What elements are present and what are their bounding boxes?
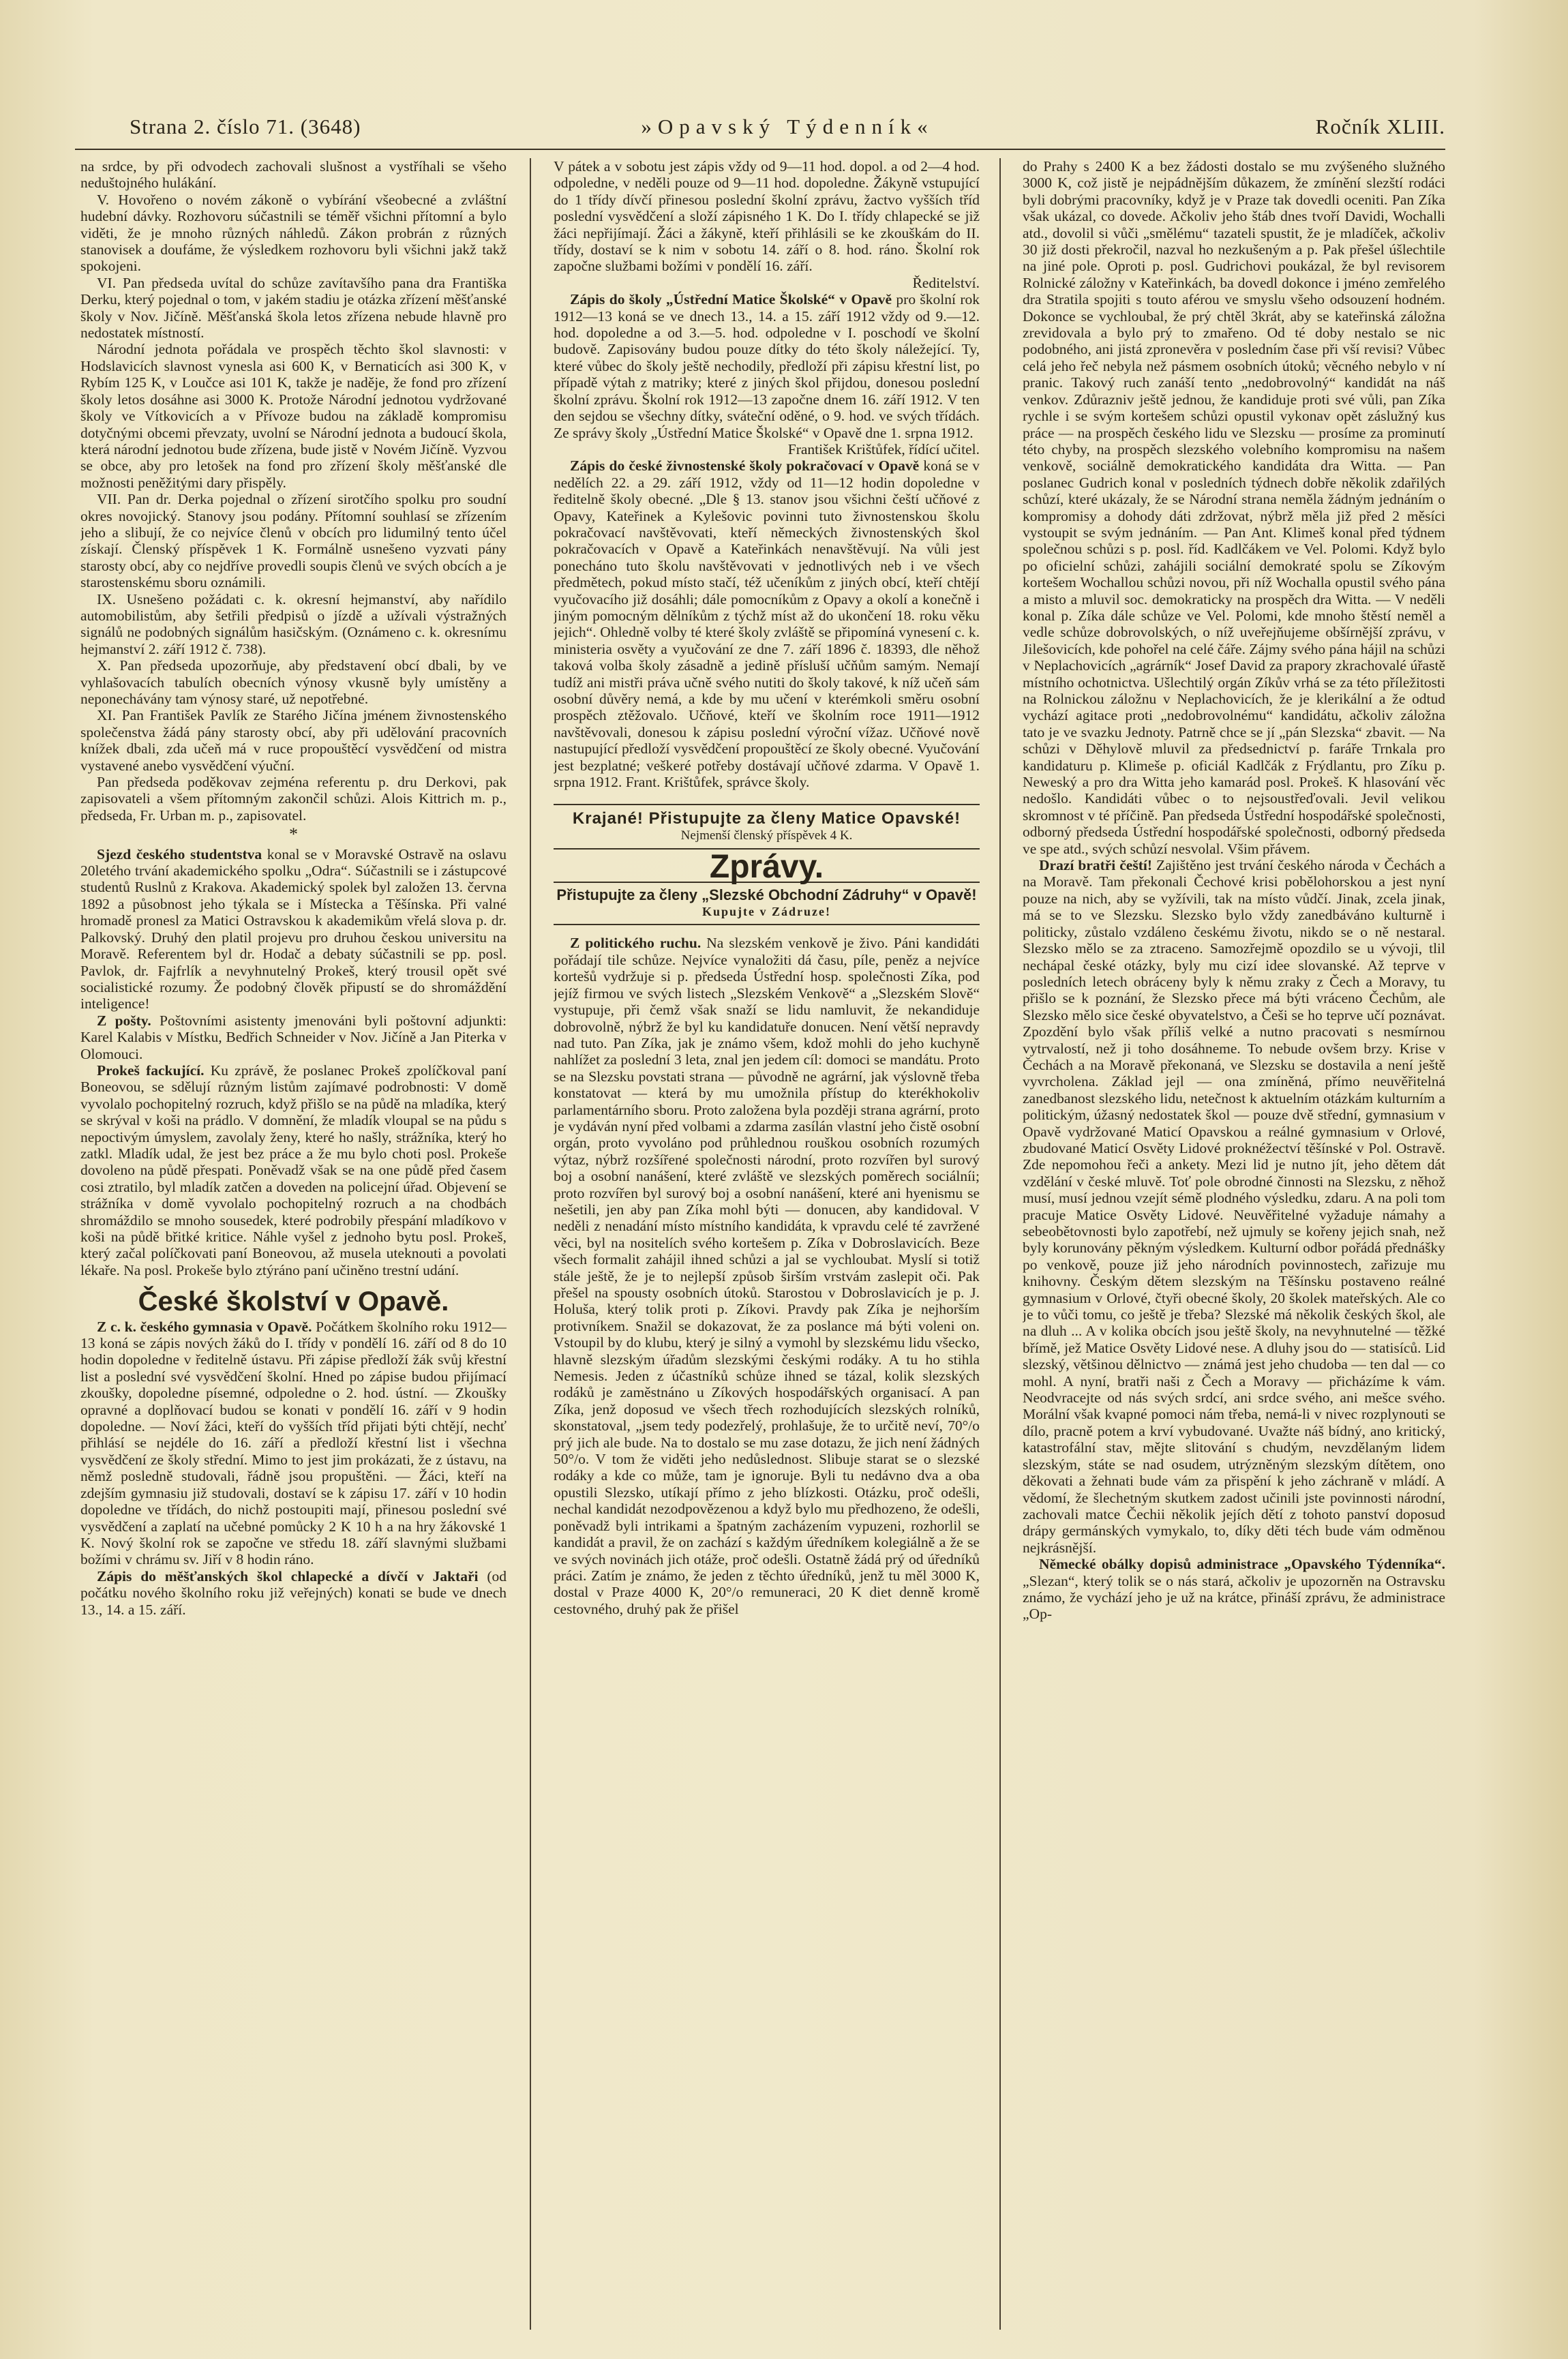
separator-star: *	[289, 824, 298, 845]
section-heading-zpravy: Zprávy.	[709, 849, 824, 886]
newspaper-title: »Opavský Týdenník«	[641, 115, 934, 138]
news-item	[80, 1062, 507, 1278]
news-item	[80, 1012, 507, 1062]
news-item-title: Prokeš fackující.	[97, 1062, 205, 1079]
news-item	[554, 457, 980, 790]
news-item	[80, 1319, 507, 1568]
notice-subtext: Kupujte v Zádruze!	[702, 905, 831, 919]
news-item-body: Ku zprávě, že poslanec Prokeš zpolíčkoval paní Boneovou, se sdělují různým listům zajímavé podrobnosti: V domě vyvolalo pochopitelný rozruch, když přišlo se na půdě na mladíka, který se skrýval v koši na prádlo. V domnění, že mladík vloupal se na půdu s nepoctivým úmyslem, zavolaly ženy, které ho našly, strážníka, který ho zatkl. Mladík udal, že jest bez práce a že mu bylo choti posl. Prokeše dovoleno na půdě přespati. Poněvadž však se na one půdě před časem cosi ztratilo, byl mladík zatčen a doveden na policejní úřad. Objevení se strážníka v domě vyvolalo pochopitelný rozruch a na chodbách shromáždilo se mnoho sousedek, které podrobily přespání mladíkovo v koši na půdě břitké kritice. Náhle vyšel z jednoho bytu posl. Prokeš, který začal políčkovati paní Boneovou, až musela uteknouti a povolati lékaře. Na posl. Prokeše bylo ztýráno paní učiněno trestní udání.	[80, 1062, 507, 1278]
section-heading: České školství v Opavě.	[138, 1287, 449, 1317]
news-item-title: Zápis do školy „Ústřední Matice Školské“ v Opavě	[570, 291, 892, 308]
notice-heading: Přistupujte za členy „Slezské Obchodní Zádruhy“ v Opavě!	[556, 886, 977, 903]
zadruha-notice	[554, 882, 980, 926]
news-item	[554, 935, 980, 1617]
paragraph: X. Pan předseda upozorňuje, aby představení obcí dbali, by ve vyhlašovacích tabulích obecních výnosy vkusně byly umístěny a neponechávány tam výnosy staré, už nepotřebné.	[80, 657, 507, 707]
news-item-title: Z pošty.	[97, 1012, 151, 1029]
news-item-body: pro školní rok 1912—13 koná se ve dnech 13., 14. a 15. září 1912 vždy od 9.—12. hod. dopoledne a od 3.—5. hod. odpoledne v I. poschodí ve školní budově. Zapisovány budou pouze dítky do této školy náležející. Ty, které vůbec do školy ještě nechodily, předloží při zápisu křestní list, po případě výtah z matriky; které z jiných škol přijdou, donesou poslední školní zprávu. Školní rok 1912—13 započne dnem 16. září 1912. V ten den sejdou se všechny dítky, sváteční oděné, o 9. hod. ve svých třídách. Ze správy školy „Ústřední Matice Školské“ v Opavě dne 1. srpna 1912.	[554, 291, 980, 441]
signature: Ředitelství.	[912, 274, 980, 291]
masthead	[130, 115, 1445, 142]
matice-banner	[554, 804, 980, 850]
news-item-body: Zajištěno jest trvání českého národa v Čechách a na Moravě. Tam překonali Čechové krisi pobělohorskou a jest nyní pouze na nich, aby se vyžívili, tak na místo vůdčí. Jinak, zcela jinak, má se to ve Slezsku. Slezsko bylo vždy zanedbáváno kulturně i politicky, zůstalo vzdáleno českému životu, nikdo se o ně nestaral. Slezsko mělo se za ztraceno. Samozřejmě opozdilo se u vývoji, tlil nechápal české otázky, byly mu cizí idee slovanské. Až teprve v posledních letech obráceny byly k němu zraky z Čech a Moravy, tu přišlo se k poznání, že Slezsko přece má býti vráceno Čechům, ale Slezsko mělo sice české obyvatelstvo, a Češi se ho teprve učí poznávat. Zpozdění bylo však příliš velké a nutno pracovati s nesmírnou vytrvalostí, než ji toho dosáhneme. To nebude ovšem brzy. Krise v Čechách a na Moravě překonaná, ve Slezsku se dostavila a není ještě vyvrcholena. Základ jejl — ona zmíněná, přímo neuvěřitelná zanedbanost slezského lidu, netečnost k aktuelním otázkám kulturním a politickým, úžasný nedostatek škol — pouze dvě střední, gymnasium v Opavě vydržované Maticí Opavskou a reálné gymnasium v Orlové, zbudované Maticí Osvěty Lidové proknéžectví těšínské v Pol. Ostravě. Zde nepomohou řeči a ankety. Mezi lid je nutno jít, jeho dětem dát vzdělání v české mluvě. Toť pole obrodné činnosti na Slezsku, z něhož musí, musí jednou vzejít sémě plodného výsledku, zdaru. A na poli tom pracuje Matice Osvěty Lidové. Neuvěřitelné vyžaduje námahy a sebeobětovnosti bylo zapotřebí, než ujmuly se kořeny jejich snah, než byly korunovány pěkným výsledkem. Kulturní odbor pořádá přednášky po venkově, pouze již jeho národních povinnostech, zařizuje mu knihovny. Českým dětem slezským na Těšínsku postaveno reálné gymnasium v Orlové, čtyři obecné školy, 20 školek mateřských. Ale co je to vůči tomu, co ještě je třeba? Slezské má několik českých škol, ale na dluh ... A v kolika obcích jsou ještě školy, na nevyhnutelné — těžké břímě, jež Matice Osvěty Lidové nese. A dluhy jsou do — statisíců. Lid slezský, většinou dělnictvo — známá jest jeho chudoba — ten dal — co mohl. A nyní, bratři naši z Čech a Moravy — přicházíme k vám. Neodvracejte od nás svých srdcí, ani srdce svého, ani mešce svého. Morální však kvapné pomoci nám třeba, nemá-li v nivec rozplynouti se dílo, pracně potem a krví vybudované. Uvažte náš bídný, ano kritický, katastrofální stav, mějte slitování s chudým, nevzdělaným lidem slezským, státe se nad osudem, utrýzněným slezským dítětem, ono děkovati a žehnati bude vám za přispění k jeho záchraně v mládí. A vědomí, že šlechetným skutkem zadost učinili jste povinnosti národní, zachovali matce Čechii několik jejích dětí z tohoto panství doposud drápy germánských vymykalo, to, díky děti téch bude vám odměnou nejkrásnější.	[1023, 857, 1445, 1556]
banner-subtext: Nejmenší členský příspěvek 4 K.	[680, 828, 853, 843]
paragraph: XI. Pan František Pavlík ze Starého Jičína jménem živnostenského společenstva žádá pány starosty obcí, aby při udělování pracovních knížek dbali, zda učeň má v ruce propouštěcí vysvědčení od mistra vystavené anebo vysvědčení výuční.	[80, 707, 507, 774]
news-item-title: Sjezd českého studentstva	[97, 845, 262, 862]
news-item	[80, 1568, 507, 1618]
news-item	[1023, 857, 1445, 1556]
news-item-body: konal se v Moravské Ostravě na oslavu 20letého trvání akademického spolku „Odra“. Súčastnili se i zástupcové studentů Ruslnů z Krakova. Akademický spolek byl založen 13. června 1892 a působnost jeho týkala se i Místecka a Těšínska. Při valné hromadě pronesl za Matici Ostravskou k akademikům vřelá slova p. dr. Palkovský. Druhý den platil projevu pro druhou českou universitu na Moravě. Referentem byl dr. Hodač a debaty súčastnili se pp. posl. Pavlok, dr. Fajfrlík a nevyhnutelný Prokeš, který trousil opět své socialistické rozumy. Že podobný člověk připustí se do shromáždění inteligence!	[80, 845, 507, 1012]
news-item-title: Z c. k. českého gymnasia v Opavě.	[97, 1318, 312, 1335]
header-rule	[75, 149, 1445, 150]
page-number: Strana 2. číslo 71. (3648)	[130, 115, 361, 138]
news-item-title: Zápis do měšťanských škol chlapecké a dívčí v Jaktaři	[97, 1567, 479, 1584]
paragraph: do Prahy s 2400 K a bez žádosti dostalo se mu zvýšeného služného 3000 K, což jistě je nejpádnějším důkazem, že zmínění slezští rodáci byli dobrými pracovníky, když je v Praze tak dovedli oceniti. Pan Zíka však ukázal, co dovede. Ačkoliv jeho štáb dnes tvoří Davidi, Wochalli atd., dovolil si vůči „smělému“ tazateli spustit, že je mladíček, ačkoliv 30 již dosti překročil, nazval ho nezkušeným a p. Pak přešel úšlechtile na jiné pole. Oproti p. posl. Gudrichovi poukázal, že byl revisorem Rolnické záložny v Kateřinkách, ba dovedl dokonce i jméno zemřelého dra Stratila spojiti s touto aférou ve smyslu všeho odsouzení hodném. Dokonce se vychloubal, že prý chtěl 3krát, aby se kateřinská záložna zrevidovala a bylo prý to zmařeno. Od té doby nestalo se nic podobného, ani jistá zpronevěra v posledním čase při vší revisi? Vůbec celá jeho řeč nebyla než pásmem osobních útoků; věcného nebylo v ní pranic. Takový ruch zanáší tento „nedobrovolný“ kandidát na náš venkov. Zdůrazniv ještě jednou, že kandiduje proti své vůli, pan Zíka rychle i se svým kortešem schůzi opustil vykonav opět záslužný kus práce — na prospěch českého lidu ve Slezsku — prosíme za prominutí této chyby, na prospěch slezského volebního kompromisu na našem venkově, sociálně demokratického kandidáta dra Witta. — Pan poslanec Gudrich konal v posledních týdnech dobře několik zdařilých schůzí, které ukázaly, že se Národní strana neměla žádným jednáním o kompromisy a dohody dáti zdržovat, nýbrž měla již před 2 měsíci vystoupit se svým jednáním. — Pan Ant. Klimeš konal před týdnem společnou schůzi s p. posl. říd. Kadlčákem ve Vel. Polomi. Když bylo po oficielní schůzi, zahájili sociální demokraté spolu se Zíkovým kortešem Wochallou schůzi novou, při níž Wochalla opustil svého pána a misto a mluvil soc. demokraticky na prospěch dra Witta. — V neděli konal p. Zíka dále schůze ve Vel. Polomi, kde mnoho štěstí neměl a vedle schůze dobrovolských, o níž uveřejňujeme obšírnější zprávu, v Jilešovicích, kde pohořel na celé čáře. Zájmy svého pána hájil na schůzi v Neplachovicích „agrárník“ Josef David za prapory zkrachovalé úřastě místního ochotnictva. Ušlechtilý orgán Zíkův vrhá se za této příležitosti na Rolnickou záložnu v Neplachovicích, že je klerikální a že odtud vychází agitace proti „nedobrovolnému“ kandidátu, ačkoliv záložna tato je ve svazku Jednoty. Patrně chce se jí „pán Slezska“ zbavit. — Na schůzi v Děhylově mluvil za předsednictví p. faráře Trnkala pro kandidaturu p. Klimeše p. oficiál Kadlčák z Frýdlantu, pro Zíku p. Neweský a pro dra Witta jeho kamarád posl. Prokeš. K hlasování věc nedošlo. Kandidáti vůbec o to nejsoustřeďovali. Jevil velikou skromnost v té příčině. Pan předseda Ústřední hospodářské společnosti, odborný předseda Ústřední hospodářské společnosti, odborný předseda ve spe atd., svých schůzí nesvolal. Všim přávem.	[1023, 158, 1445, 857]
news-item-title: Zápis do české živnostenské školy pokračovací v Opavě	[570, 457, 920, 475]
paragraph: Pan předseda poděkovav zejména referentu p. dru Derkovi, pak zapisovateli a všem přítomným zakončil schůzi. Alois Kittrich m. p., předseda, Fr. Urban m. p., zapisovatel.	[80, 774, 507, 824]
news-item-body: „Slezan“, který tolik se o nás stará, ačkoliv je upozorněn na Ostravsku známo, že vychází jeho je už na krátce, přináší zprávu, že administrace „Op-	[1023, 1572, 1445, 1623]
news-item-body: Poštovními asistenty jmenováni byli poštovní adjunkti: Karel Kalabis v Místku, Bedřich Schneider v Nov. Jičíně a Jan Piterka v Olomouci.	[80, 1012, 507, 1062]
news-item-title: Z politického ruchu.	[570, 935, 702, 952]
news-item	[80, 846, 507, 1012]
paragraph: na srdce, by při odvodech zachovali slušnost a vystříhali se všeho neduštojného hulákání.	[80, 158, 507, 192]
paragraph: Národní jednota pořádala ve prospěch těchto škol slavnosti: v Hodslavicích slavnost vynesla asi 600 K, v Bernaticích asi 300 K, v Rybím 125 K, v Loučce asi 101 K, takže je naděje, že fond pro zřízení školy letos dosáhne asi 3000 K. Protože Národní jednotou vydržované školy ve Vítkovicích a v Přívoze budou na základě kompromisu dotyčnými obcemi převzaty, uvolní se Národní jednota a budoucí škola, která národní jednotou bude zřízena, bude jistě v Novém Jičíně. Vyzvou se obce, aby pro letošek na fond pro zřízení školy měšťanské dle možnosti peněžitými dary přispěly.	[80, 341, 507, 491]
column-divider	[530, 158, 531, 2330]
news-item-body: Počátkem školního roku 1912—13 koná se zápis nových žáků do I. třídy v pondělí 16. září od 8 do 10 hodin dopoledne v ředitelně ústavu. Při zápise předloží žák svůj křestní list a poslední své vysvědčení školní. Hned po zápise budou přijímací zkoušky, dopoledne písemné, odpoledne o 2. hod. ústní. — Zkoušky opravné a doplňovací budou se konati v pondělí 16. září v 9 hodin dopoledne. — Noví žáci, kteří do vyšších tříd přijati býti chtějí, nechť přihlásí se nejdéle do 16. září a předloží křestní list i všechna vysvědčení ze školy střední. Mimo to jest jim prokázati, že z ústavu, na němž posledně studovali, řádně jsou propuštěni. — Žáci, kteří na zdejším gymnasiu již studovali, dostaví se k zápisu 17. září v 10 hodin dopoledne ve třídách, do nichž postoupiti mají, přinesou poslední své vysvědčení a zaplatí na učebné pomůcky 2 K 10 h a na hry žákovské 1 K. Nový školní rok se započne ve středu 18. září slavnými službami božími v chrámu sv. Jiří v 8 hodin ráno.	[80, 1318, 507, 1568]
signature: František Krištůfek, řídící učitel.	[787, 440, 980, 457]
news-item-body: Na slezském venkově je živo. Páni kandidáti pořádají tile schůze. Nejvíce vynaložiti dá času, píle, peněz a nejvíce kortešů vydržuje si p. předseda Ústřední hosp. společnosti Zíka, pod jejíž firmou ve svých listech „Slezském Venkově“ a „Slezském Slově“ vystupuje, při čemž však snaží se lidu namluvit, že nekandiduje dobrovolně, nýbrž že byl ku kandidatuře donucen. Není větší nepravdy nad tuto. Pan Zíka, jak je známo všem, kdož mohli do jeho kuchyně nahlížet za poslední 3 leta, znal jen jedem cíl: domoci se mandátu. Proto se na Slezsku povstati strana — původně ne agrární, jak výslovně třeba konstatovat — která by mu umožnila přístup do kterékhokoliv parlamentárního sboru. Proto založena byla později strana agrární, proto je vydáván nyní před volbami a zdarma zasílán vlastní jeho čistě osobní orgán, proto vyvoláno pod průhlednou rouškou osobních rozumých výtaz, nýbrž rozšířené společnosti národní, proto rozvířen byl surový boj a osobní nanášení, které zvláště ve slezských poměrech sociálníi; proto rozvířen byl surový boj a osobní nanášení, které ani hyenismu se nešetili, jen aby pan Zíka mohl býti — donucen, aby kandidoval. V neděli z nenadání místo místního kandidáta, k vpravdu celé té zavržené věci, byl na nositelích svého kortešem p. Zíka v Dobroslavicích. Beze všech formalit zahájil ihned schůzi a jal se vychloubat. Myslí si totiž stále ještě, že je to nejlepší způsob širším vrstvám zaslepit oči. Pak přešel na spousty osobních útoků. Starostou v Dobroslavicích je p. J. Holuša, který tolik proti p. Zíkovi. Pravdy pak Zíka je nejhorším protivníkem. Snažil se dokazovat, že za poslance má býti voleni on. Vstoupil by do klubu, který je silný a vymohl by slezskému lidu všecko, hlavně slezským úřadům slezskými českými rodáky. A tu ho stihla Nemesis. Jeden z účastníků schůze ihned se tázal, kolik slezských rodáků je zaměstnáno u Zíkových hospodářských organisací. A pan Zíka, jenž doposud ve všech třech rozhodujících slezských rolníků, skonstatoval, „jsem tedy podezřelý, prohlašuje, že to určitě neví, 70°/o prý jich ale bude. Na to dostalo se mu zase dotazu, že jich není žádných 50°/o. V tom že viděti jeho nedůslednost. Slibuje starat se o slezské rodáky a kde co může, tam je ignoruje. Byli tu nedávno dva a oba opustili Slezsko, utíkají přímo z jeho blízkosti. Otázku, proč odešli, nechal kandidát nezodpovězenou a když bylo mu předhozeno, že odešli, poněvadž byli intrikami a špatným zacházením vypuzeni, rozhorlil se kandidát a pravil, že on zachází s každým úředníkem kolegiálně a že se ve svých novinách jich otáže, proč odešli. Ostatně žádá prý od úředníků práci. Zatím je známo, že jeden z těchto úředníků, jenž tu měl 3000 K, dostal v Praze 4000 K, 20°/o remuneraci, 20 K diet denně kromě cestovného, druhý pak že přišel	[554, 935, 980, 1617]
paragraph: VI. Pan předseda uvítal do schůze zavítavšího pana dra Františka Derku, který pojednal o tom, v jakém stadiu je otázka zřízení měšťanské školy v Nov. Jičíně. Měšťanská škola letos zřízena nebude hlavně pro nedostatek místností.	[80, 274, 507, 342]
paragraph: V pátek a v sobotu jest zápis vždy od 9—11 hod. dopol. a od 2—4 hod. odpoledne, v neděli pouze od 9—11 hod. dopoledne. Žákyně vstupující do 1 třídy dívčí přinesou poslední školní zprávu, žactvo vyšších tříd poslední vysvědčení a složí zápisného 1 K. Do I. třídy chlapecké se již žáci nepřijímají. Žáci a žákyně, kteří přihlásili se ke zkouškám do II. třídy, dostaví se k nim v sobotu 14. září o 8. hod. ráno. Školní rok započne službami božími v pondělí 16. září.	[554, 158, 980, 275]
news-item-body: (od počátku nového školního roku již veřejných) konati se bude ve dnech 13., 14. a 15. září.	[80, 1567, 507, 1618]
column-divider	[999, 158, 1001, 2330]
news-item-body: koná se v nedělích 22. a 29. září 1912, vždy od 11—12 hodin dopoledne v ředitelně školy obecné. „Dle § 13. stanov jsou všichni čeští učňové z Opavy, Kateřinek a Kylešovic povinni tuto živnostenskou školu pokračovací navštěvovati, kteří německých živnostenských škol pokračovacích v Opavě a Kateřinkách nenavštěvují. Na vůli jest ponecháno tuto školu navštěvovati v jednotlivých neb i ve všech předmětech, pokud místo stačí, též učeníkům z jiných obcí, kteří chtějí vyučovacího již dosáhli; dále pomocníkům z Opavy a okolí a konečně i jiným pomocným dělníkům z týchž míst až do ukončení 18. roku věku jejich“. Ohledně volby té které školy zvláště se připomíná vynesení c. k. ministeria osvěty a vyučování ze dne 7. září 1896 č. 18393, dle něhož taková volba školy zásadně a jedině přísluší učňům samým. Nemají tudíž ani mistři práva učně svého nutiti do školy takové, k níž učeň sám osobní důvěry nemá, a kde by mu učení v kterémkoli směru osobní prospěch ztěžovalo. Učňové, kteří ve školním roce 1911—1912 navštěvovali, donesou k zápisu poslední výroční vížaz. Učňové nově nastupující předloží vysvědčení propouštěcí ze školy obecné. Vyučování jest bezplatné; veškeré potřeby dostávají učňové zdarma. V Opavě 1. srpna 1912. Frant. Krištůfek, správce školy.	[554, 457, 980, 791]
news-item-title: Německé obálky dopisů administrace „Opavského Týdenníka“.	[1039, 1556, 1445, 1573]
news-item-title: Drazí bratři čeští!	[1039, 857, 1152, 874]
paragraph: VII. Pan dr. Derka pojednal o zřízení sirotčího spolku pro soudní okres novojický. Stanovy jsou podány. Přítomní souhlasí se zřízením jeho a slibují, že co nejvíce členů v obcích pro lidumilný tento účel získají. Členský příspěvek 1 K. Formálně usnešeno vyzvati pány starosty obcí, aby co nejdříve provedli soupis členů ve svých obcích a je starostenskému sboru oznámili.	[80, 491, 507, 591]
paragraph: V. Hovořeno o novém zákoně o vybírání všeobecné a zvláštní hudební dávky. Rozhovoru súčastnili se téměř všichni přítomní a bylo viděti, že je mnoho různých náhledů. Zákon probrán z různých stanovisek a doufáme, že výsledkem rozhovoru byli všichni jakž takž spokojeni.	[80, 191, 507, 275]
column-1	[80, 158, 507, 2326]
column-3	[1023, 158, 1445, 2326]
column-2	[554, 158, 980, 2326]
banner-heading: Krajané! Přistupujte za členy Matice Opavské!	[572, 809, 961, 828]
volume-number: Ročník XLIII.	[1315, 115, 1445, 138]
news-item	[1023, 1556, 1445, 1623]
news-item	[554, 291, 980, 441]
paragraph: IX. Usnešeno požádati c. k. okresní hejmanství, aby nařídilo automobilistům, aby šetřili předpisů o jízdě a užívali výstražných signálů ne podobných signálům hasičským. (Oznámeno c. k. okresnímu hejmanství 2. září 1912 č. 738).	[80, 590, 507, 657]
